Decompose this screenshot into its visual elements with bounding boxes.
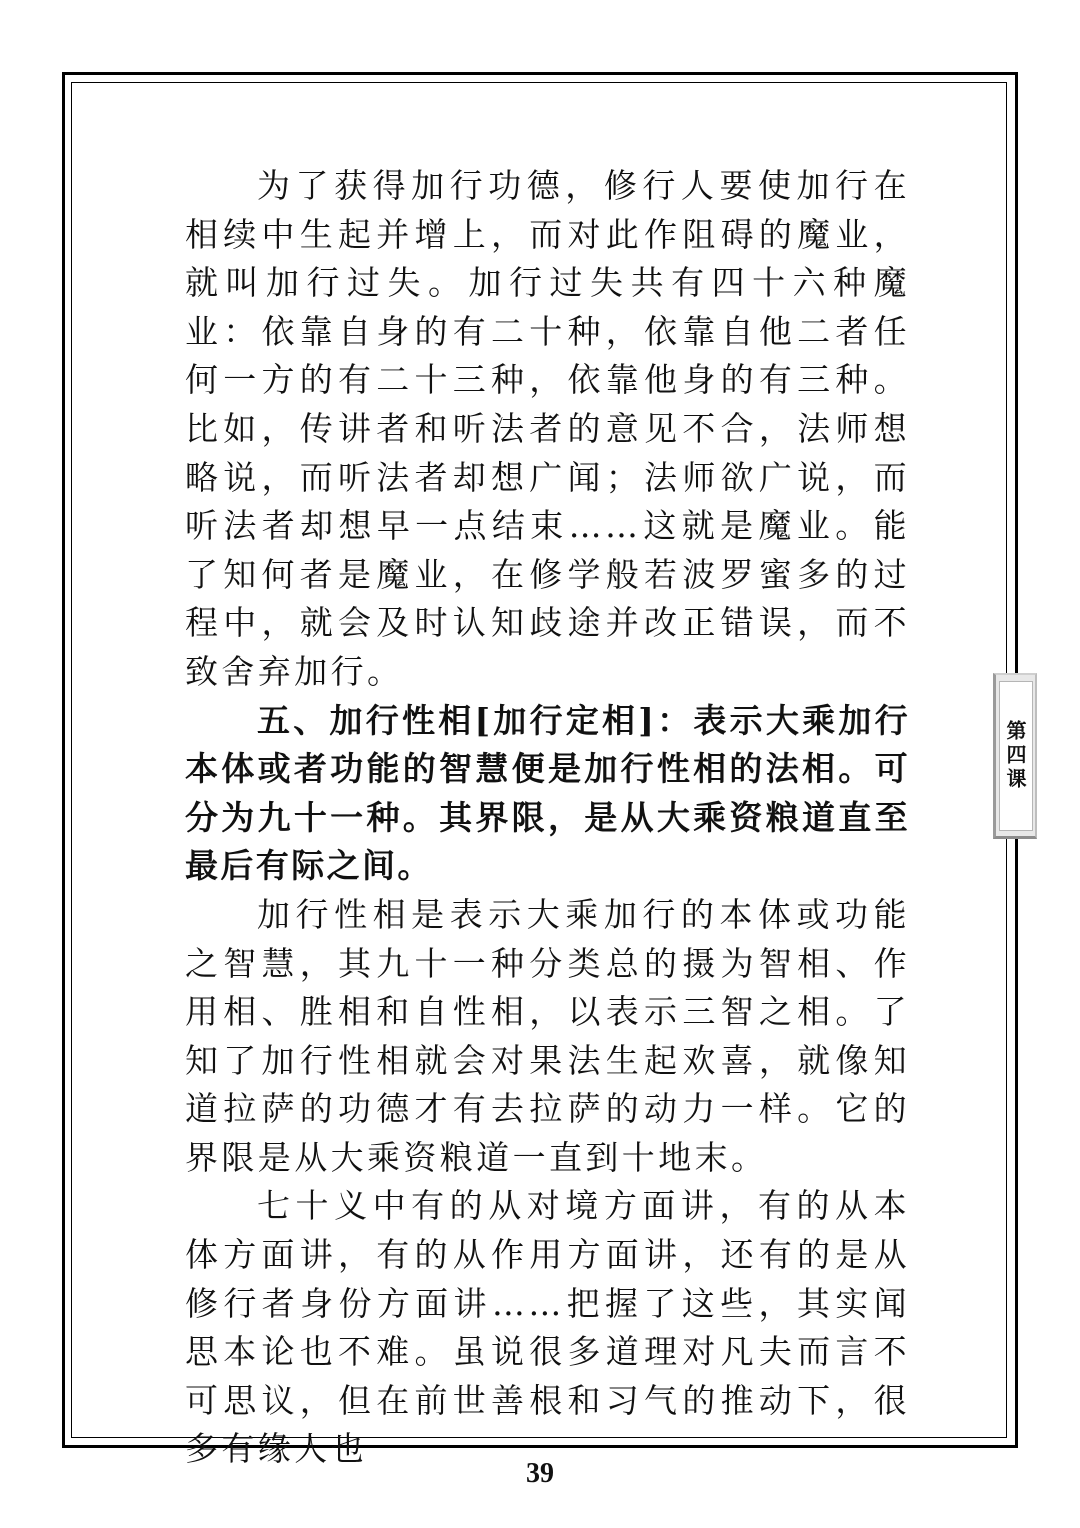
paragraph-practice-faults: 为了获得加行功德，修行人要使加行在相续中生起并增上，而对此作阻碍的魔业，就叫加行过失。加行过失共有四十六种魔业：依靠自身的有二十种，依靠自他二者任何一方的有二十三种，依靠他身的有三种。比如，传讲者和听法者的意见不合，法师想略说，而听法者却想广闻；法师欲广说，而听法者却想早一点结束……这就是魔业。能了知何者是魔业，在修学般若波罗蜜多的过程中，就会及时认知歧途并改正错误，而不致舍弃加行。 [185, 166, 910, 691]
page-number: 39 [526, 1458, 554, 1489]
paragraph-characteristics-explanation: 加行性相是表示大乘加行的本体或功能之智慧，其九十一种分类总的摄为智相、作用相、胜相和自性相，以表示三智之相。了知了加行性相就会对果法生起欢喜，就像知道拉萨的功德才有去拉萨的动力一样。它的界限是从大乘资粮道一直到十地末。 [185, 894, 910, 1177]
paragraph-seventy-topics: 七十义中有的从对境方面讲，有的从本体方面讲，有的从作用方面讲，还有的是从修行者身份方面讲……把握了这些，其实闻思本论也不难。虽说很多道理对凡夫而言不可思议，但在前世善根和习气的推动下，很多有缘人也 [185, 1186, 910, 1469]
lesson-side-tab-label: 第四课 [1003, 719, 1027, 792]
lesson-side-tab-inner [999, 681, 1033, 831]
lesson-side-tab [993, 673, 1037, 839]
body-text [185, 162, 910, 1474]
heading-paragraph-practice-characteristics: 五、加行性相[加行定相]：表示大乘加行本体或者功能的智慧便是加行性相的法相。可分为九十一种。其界限，是从大乘资粮道直至最后有际之间。 [185, 700, 910, 886]
